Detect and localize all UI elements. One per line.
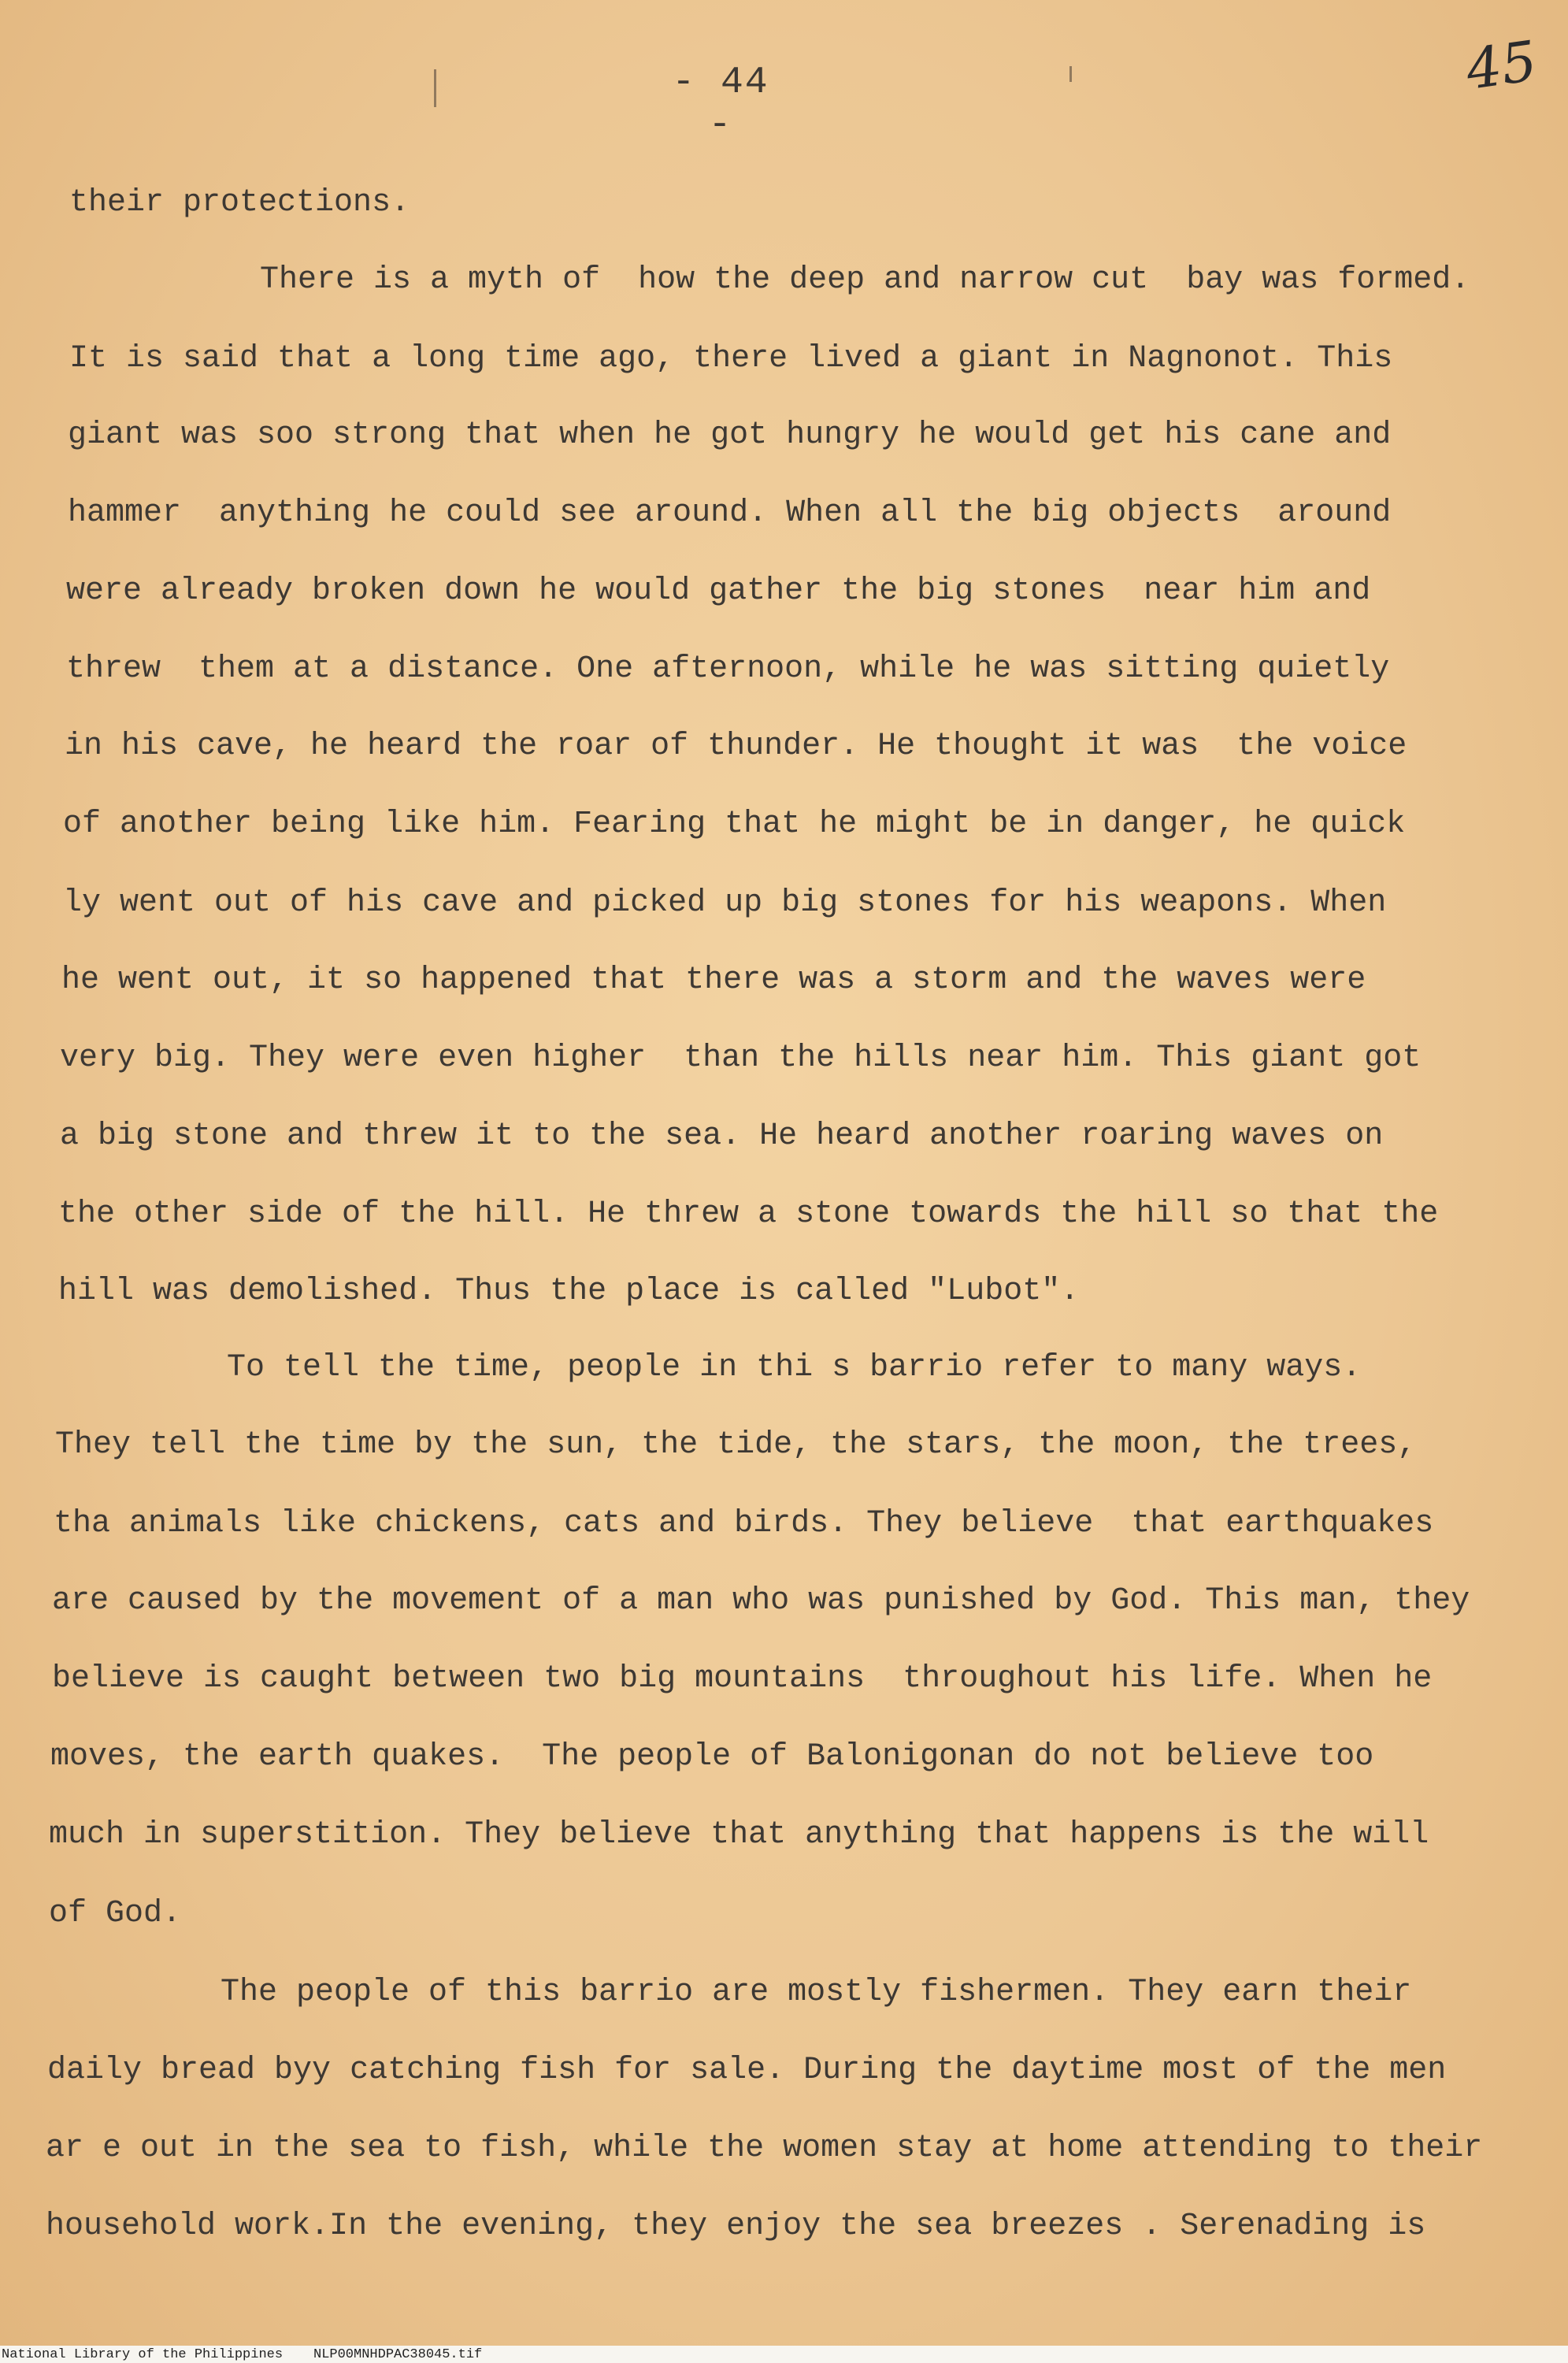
text-line: their protections.	[69, 185, 410, 221]
text-line: were already broken down he would gather the big stones near him and	[66, 573, 1371, 609]
text-line: hill was demolished. Thus the place is called "Lubot".	[58, 1274, 1080, 1309]
text-line: The people of this barrio are mostly fishermen. They earn their	[221, 1975, 1412, 2010]
folio-number: 45	[1462, 28, 1541, 102]
text-line: of another being like him. Fearing that he might be in danger, he quick	[63, 807, 1406, 842]
text-line: household work.In the evening, they enjoy the sea breezes . Serenading is	[46, 2209, 1426, 2244]
text-line: To tell the time, people in thi s barrio refer to many ways.	[227, 1350, 1362, 1386]
footer-filename: NLP00MNHDPAC38045.tif	[313, 2347, 483, 2362]
text-line: tha animals like chickens, cats and birds. They believe that earthquakes	[54, 1506, 1434, 1541]
text-line: They tell the time by the sun, the tide, the stars, the moon, the trees,	[55, 1427, 1417, 1463]
text-line: ly went out of his cave and picked up big stones for his weapons. When	[63, 885, 1387, 921]
text-line: much in superstition. They believe that anything that happens is the will	[49, 1817, 1429, 1853]
footer-library: National Library of the Philippines	[2, 2347, 284, 2362]
text-line: a big stone and threw it to the sea. He heard another roaring waves on	[60, 1118, 1384, 1154]
text-line: very big. They were even higher than the hills near him. This giant got	[60, 1041, 1422, 1076]
text-line: It is said that a long time ago, there lived a giant in Nagnonot. This	[69, 341, 1393, 377]
text-line: hammer anything he could see around. When all the big objects around	[68, 495, 1392, 531]
text-line: in his cave, he heard the roar of thunder. He thought it was the voice	[65, 729, 1407, 764]
text-line: There is a myth of how the deep and narrow cut bay was formed.	[260, 262, 1470, 298]
text-line: ar e out in the sea to fish, while the women stay at home attending to their	[46, 2131, 1483, 2166]
page-number: - 44 -	[672, 61, 769, 147]
text-line: of God.	[49, 1896, 182, 1931]
text-line: giant was soo strong that when he got hungry he would get his cane and	[68, 417, 1392, 453]
text-line: the other side of the hill. He threw a stone towards the hill so that the	[58, 1196, 1439, 1232]
margin-mark-right	[1069, 66, 1072, 82]
text-line: threw them at a distance. One afternoon, while he was sitting quietly	[66, 651, 1390, 687]
text-line: believe is caught between two big mountains throughout his life. When he	[52, 1661, 1433, 1697]
text-line: moves, the earth quakes. The people of Balonigonan do not believe too	[50, 1739, 1374, 1775]
text-line: he went out, it so happened that there was a storm and the waves were	[61, 963, 1366, 998]
margin-mark-left	[434, 69, 436, 107]
text-line: daily bread byy catching fish for sale. During the daytime most of the men	[47, 2053, 1447, 2088]
scan-footer	[0, 2346, 1568, 2363]
text-line: are caused by the movement of a man who was punished by God. This man, they	[52, 1583, 1470, 1619]
